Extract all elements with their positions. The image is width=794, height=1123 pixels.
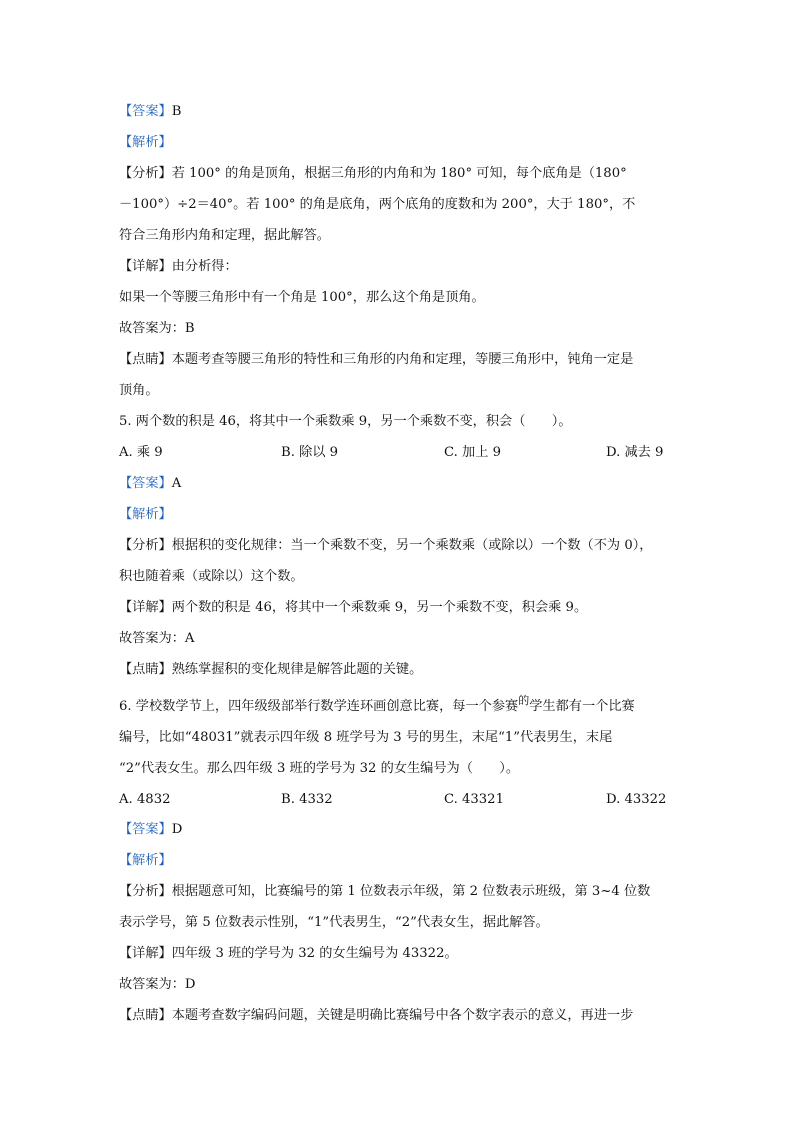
answer-tag-2: 【答案】 <box>119 476 172 491</box>
fenxi-line-3-2: 表示学号，第 5 位数表示性别，“1”代表男生，“2”代表女生，据此解答。 <box>119 915 549 930</box>
result-line-3: 故答案为：D <box>119 977 196 992</box>
xiangjie-line <box>119 257 674 277</box>
q6-text-a: 6. 学校数学节上，四年级级部举行数学连环画创意比赛，每一个参赛 <box>119 699 519 714</box>
dianjing-text: 本题考查等腰三角形的特性和三角形的内角和定理，等腰三角形中，钝角一定是 <box>171 352 634 367</box>
xiangjie-text-3: 四年级 3 班的学号为 32 的女生编号为 43322。 <box>171 946 458 961</box>
result-line-2: 故答案为：A <box>119 631 195 646</box>
fenxi-line-2: －100°）÷2＝40°。若 100° 的角是底角，两个底角的度数和为 200°，大于 180°，不 <box>119 197 636 212</box>
answer-value-2: A <box>171 476 182 491</box>
dianjing-tag-3: 【点睛】 <box>119 1008 172 1023</box>
fenxi-text: 若 100° 的角是顶角，根据三角形的内角和为 180° 可知，每个底角是（180° <box>171 166 627 181</box>
q5-option-a: A. 乘 9 <box>119 445 163 460</box>
xiangjie-line-2-1 <box>119 598 674 618</box>
analysis-tag-2: 【解析】 <box>119 507 172 522</box>
analysis-heading-3 <box>119 851 674 871</box>
q6-text-b: 学生都有一个比赛 <box>529 699 635 714</box>
q6-superscript: 的 <box>518 694 530 707</box>
question-6-line-2: 编号，比如“48031”就表示四年级 8 班学号为 3 号的男生，末尾“1”代表男生，末尾 <box>119 730 613 745</box>
xiangjie-text: 由分析得： <box>171 259 238 274</box>
fenxi-tag-3: 【分析】 <box>119 884 172 899</box>
dianjing-line-2: 顶角。 <box>119 383 159 398</box>
answer-line <box>119 102 674 122</box>
dianjing-tag-2: 【点睛】 <box>119 662 172 677</box>
question-5: 5. 两个数的积是 46，将其中一个乘数乘 9，另一个乘数不变，积会（ ）。 <box>119 414 572 429</box>
dianjing-line-1 <box>119 350 674 370</box>
answer-tag-3: 【答案】 <box>119 822 172 837</box>
fenxi-tag-2: 【分析】 <box>119 538 172 553</box>
fenxi-line-3: 符合三角形内角和定理，据此解答。 <box>119 228 330 243</box>
analysis-heading-2 <box>119 505 674 525</box>
dianjing-text-3: 本题考查数字编码问题，关键是明确比赛编号中各个数字表示的意义，再进一步 <box>171 1008 634 1023</box>
dianjing-text-2: 熟练掌握积的变化规律是解答此题的关键。 <box>171 662 423 677</box>
dianjing-line-2-1 <box>119 660 674 680</box>
xiangjie-line-3-1 <box>119 944 674 964</box>
xiangjie-text-2: 两个数的积是 46，将其中一个乘数乘 9，另一个乘数不变，积会乘 9。 <box>171 600 588 615</box>
dianjing-line-3-1 <box>119 1006 674 1026</box>
answer-tag: 【答案】 <box>119 104 172 119</box>
q5-option-d: D. 减去 9 <box>606 445 664 460</box>
fenxi-line-2-2: 积也随着乘（或除以）这个数。 <box>119 569 304 584</box>
answer-line-3 <box>119 820 674 840</box>
xiangjie-tag-3: 【详解】 <box>119 946 172 961</box>
fenxi-tag: 【分析】 <box>119 166 172 181</box>
analysis-heading <box>119 133 674 153</box>
q6-option-b: B. 4332 <box>281 792 333 807</box>
question-6-line-1 <box>119 694 674 717</box>
xiangjie-line-2: 如果一个等腰三角形中有一个角是 100°，那么这个角是顶角。 <box>119 290 485 305</box>
answer-value-3: D <box>171 822 183 837</box>
answer-line-2 <box>119 474 674 494</box>
fenxi-text-3: 根据题意可知，比赛编号的第 1 位数表示年级，第 2 位数表示班级，第 3~4 位数 <box>171 884 651 899</box>
analysis-tag-3: 【解析】 <box>119 853 172 868</box>
q5-option-c: C. 加上 9 <box>444 445 501 460</box>
q6-option-c: C. 43321 <box>444 792 504 807</box>
fenxi-text-2: 根据积的变化规律：当一个乘数不变，另一个乘数乘（或除以）一个数（不为 0）， <box>171 538 653 553</box>
result-line: 故答案为：B <box>119 321 195 336</box>
fenxi-line-2-1 <box>119 536 674 556</box>
q6-option-d: D. 43322 <box>606 792 667 807</box>
xiangjie-tag-2: 【详解】 <box>119 600 172 615</box>
answer-value: B <box>171 104 182 119</box>
analysis-tag: 【解析】 <box>119 135 172 150</box>
fenxi-line-1 <box>119 164 674 184</box>
question-6-line-3: “2”代表女生。那么四年级 3 班的学号为 32 的女生编号为（ ）。 <box>119 761 520 776</box>
xiangjie-tag: 【详解】 <box>119 259 172 274</box>
q6-option-a: A. 4832 <box>119 792 171 807</box>
dianjing-tag: 【点睛】 <box>119 352 172 367</box>
q5-option-b: B. 除以 9 <box>281 445 339 460</box>
fenxi-line-3-1 <box>119 882 674 902</box>
